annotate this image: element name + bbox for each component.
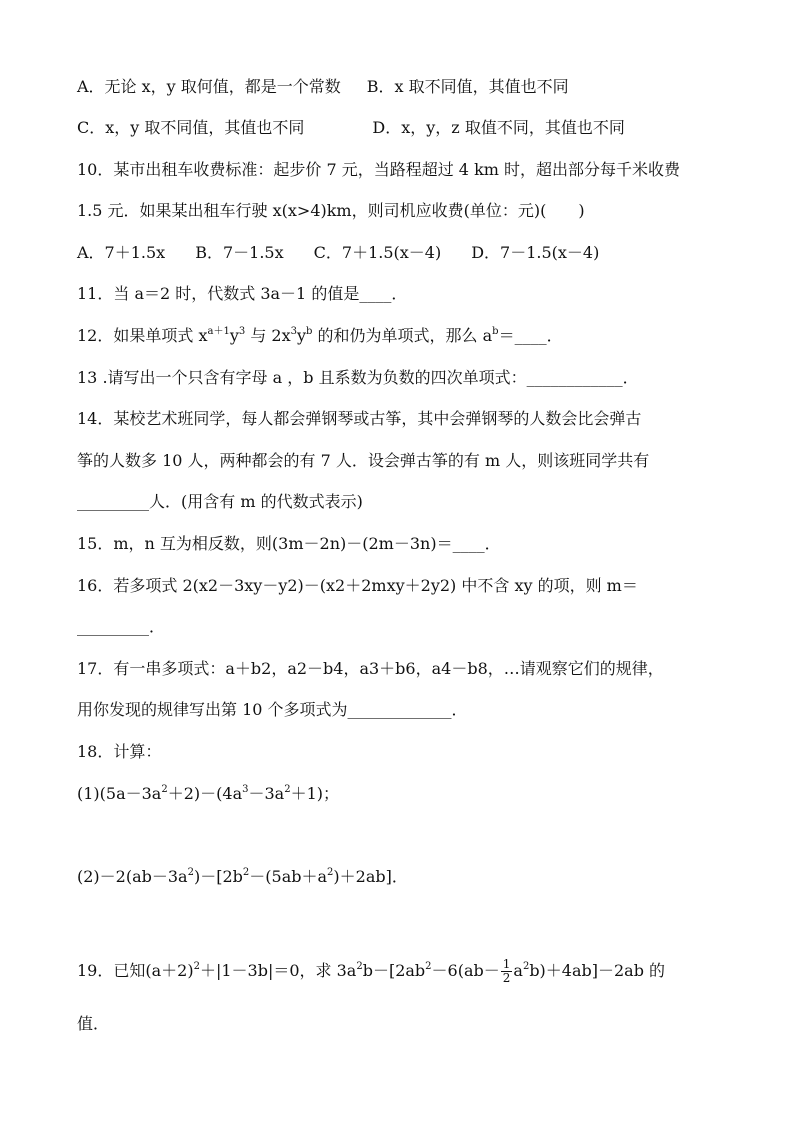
- q9-option-d: D．x，y，z 取值不同，其值也不同: [372, 118, 625, 137]
- q19-line1: [77, 957, 737, 985]
- q14-text-line1: 14．某校艺术班同学，每人都会弹钢琴或古筝，其中会弹钢琴的人数会比会弹古: [77, 409, 642, 428]
- q18-part1-line: [77, 784, 737, 806]
- q17-line2: [77, 700, 737, 722]
- q12-exp-5: b: [492, 326, 499, 337]
- q16-line1: [77, 576, 737, 598]
- q18-p2-text-4: )＋2ab]．: [333, 867, 408, 886]
- q19-text-5: a: [513, 961, 523, 980]
- q19-fraction: [501, 958, 513, 985]
- q12-text-2: y: [229, 326, 239, 345]
- q19-text-line2: 值．: [77, 1014, 110, 1033]
- q9-option-b: B．x 取不同值，其值也不同: [366, 77, 569, 96]
- q18-p2-text-2: )－[2b: [193, 867, 243, 886]
- q9-option-a: A．无论 x，y 取何值，都是一个常数: [77, 77, 341, 96]
- q14-line3: [77, 492, 737, 514]
- q14-text-line2: 筝的人数多 10 人，两种都会的有 7 人．设会弹古筝的有 m 人，则该班同学共有: [77, 451, 650, 470]
- q19-text-1: 19．已知(a＋2): [77, 961, 194, 980]
- q19-text-4: －6(ab－: [431, 961, 500, 980]
- q16-text-line2: _________．: [77, 617, 166, 636]
- q12-text-1: 12．如果单项式 x: [77, 326, 208, 345]
- q11-line: [77, 284, 737, 306]
- q18-p2-exp-3: 2: [327, 867, 334, 878]
- q9-options-row2: [77, 118, 737, 140]
- q19-text-6: b)＋4ab]－2ab 的: [529, 961, 666, 980]
- q10-options: [77, 243, 737, 265]
- q10-option-d: D．7－1.5(x－4): [471, 243, 600, 262]
- q18-p1-exp-2: 3: [242, 784, 249, 795]
- q19-fraction-numerator: 1: [502, 957, 511, 971]
- q17-text-line1: 17．有一串多项式：a＋b2，a2－b4，a3＋b6，a4－b8，…请观察它们的规律，: [77, 659, 664, 678]
- q15-line: [77, 534, 737, 556]
- q14-text-line3: _________人．(用含有 m 的代数式表示): [77, 492, 363, 511]
- q13-line: [77, 368, 737, 390]
- q18-p2-text-1: (2)－2(ab－3a: [77, 867, 188, 886]
- q18-p1-text-2: ＋2)－(4a: [167, 784, 243, 803]
- q14-line1: [77, 409, 737, 431]
- q10-stem-line1: 10．某市出租车收费标准：起步价 7 元，当路程超过 4 km 时，超出部分每千米收费: [77, 160, 681, 179]
- q19-exp-5: 2: [522, 961, 530, 972]
- q12-text-6: ＝____．: [498, 326, 563, 345]
- q19-exp-2: 2: [356, 961, 363, 972]
- q19-line2: [77, 1014, 737, 1036]
- q18-title-line: [77, 742, 737, 764]
- q19-exp-1: 2: [193, 961, 200, 972]
- q18-p1-text-1: (1)(5a－3a: [77, 784, 162, 803]
- q10-option-b: B．7－1.5x: [195, 243, 284, 262]
- q18-part2-line: [77, 867, 737, 889]
- q16-text-line1: 16．若多项式 2(x2－3xy－y2)－(x2＋2mxy＋2y2) 中不含 xy 的项，则 m＝: [77, 576, 638, 595]
- q9-option-c: C．x，y 取不同值，其值也不同: [77, 118, 305, 137]
- q10-option-a: A．7＋1.5x: [77, 243, 166, 262]
- q11-text: 11．当 a＝2 时，代数式 3a－1 的值是____．: [77, 284, 408, 303]
- q10-stem-line2: 1.5 元．如果某出租车行驶 x(x>4)km，则司机应收费(单位：元)( ): [77, 201, 585, 220]
- q19-fraction-denominator: 2: [502, 971, 511, 985]
- q18-p2-exp-1: 2: [187, 867, 194, 878]
- q12-exp-3: 3: [290, 326, 297, 337]
- q18-p1-text-3: －3a: [248, 784, 285, 803]
- q10-line1: [77, 160, 737, 182]
- q17-line1: [77, 659, 737, 681]
- q10-line2: [77, 201, 737, 223]
- q18-title: 18．计算：: [77, 742, 162, 761]
- q19-text-2: ＋|1－3b|＝0，求 3a: [199, 961, 357, 980]
- q9-options-row1: [77, 77, 737, 99]
- q12-exp-4: b: [306, 326, 313, 337]
- q16-line2: [77, 617, 737, 639]
- q12-line: [77, 326, 737, 348]
- q19-exp-3: 2: [425, 961, 432, 972]
- q10-option-c: C．7＋1.5(x－4): [313, 243, 442, 262]
- q12-text-3: 与 2x: [245, 326, 291, 345]
- q12-text-4: y: [297, 326, 307, 345]
- q18-p2-exp-2: 2: [242, 867, 250, 878]
- q18-p1-exp-1: 2: [161, 784, 168, 795]
- q18-p2-text-3: －(5ab＋a: [249, 867, 328, 886]
- q18-p1-text-4: ＋1)；: [290, 784, 340, 803]
- q18-p1-exp-3: 2: [284, 784, 291, 795]
- q17-text-line2: 用你发现的规律写出第 10 个多项式为_____________．: [77, 700, 468, 719]
- q13-text: 13 .请写出一个只含有字母 a ，b 且系数为负数的四次单项式：____________．: [77, 368, 639, 387]
- q12-exp-2: 3: [238, 326, 246, 337]
- q15-text: 15．m，n 互为相反数，则(3m－2n)－(2m－3n)＝____．: [77, 534, 501, 553]
- q19-text-3: b－[2ab: [362, 961, 426, 980]
- q14-line2: [77, 451, 737, 473]
- q12-exp-1: a＋1: [207, 326, 230, 337]
- q12-text-5: 的和仍为单项式，那么 a: [312, 326, 493, 345]
